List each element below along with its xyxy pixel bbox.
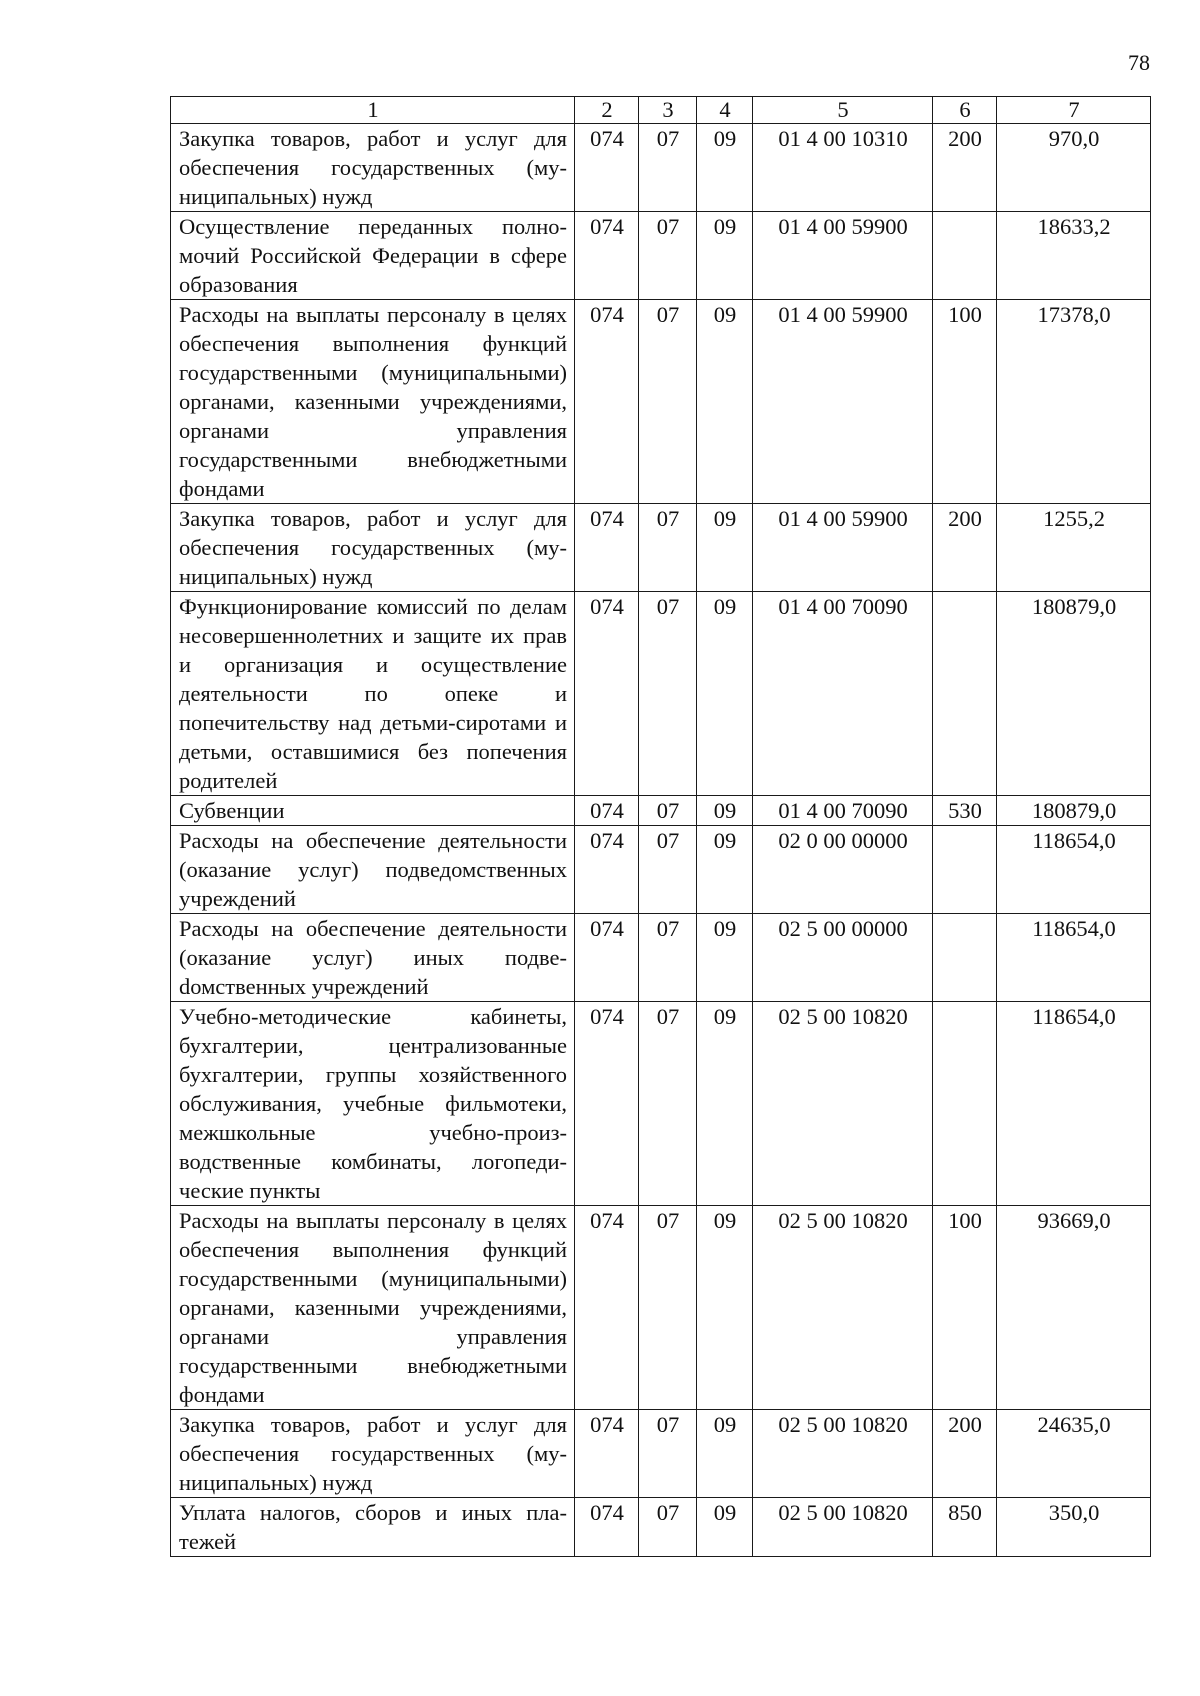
row-expense-type: 200: [933, 124, 997, 212]
row-amount: 970,0: [997, 124, 1151, 212]
table-row: [171, 1002, 1151, 1206]
row-subsection-code: 09: [697, 796, 753, 826]
column-header-7: 7: [997, 97, 1151, 124]
row-section-code: 07: [639, 300, 697, 504]
row-section-code: 07: [639, 1206, 697, 1410]
column-header-2: 2: [575, 97, 639, 124]
row-section-code: 07: [639, 592, 697, 796]
column-header-3: 3: [639, 97, 697, 124]
row-target-article: 01 4 00 10310: [753, 124, 933, 212]
row-ministry-code: 074: [575, 914, 639, 1002]
row-section-code: 07: [639, 796, 697, 826]
row-target-article: 02 5 00 10820: [753, 1002, 933, 1206]
row-name: Закупка товаров, работ и услуг для обеспечения государственных (муниципальных) нужд: [171, 504, 575, 592]
table-row: [171, 504, 1151, 592]
table-row: [171, 914, 1151, 1002]
row-target-article: 02 5 00 10820: [753, 1498, 933, 1557]
row-target-article: 02 0 00 00000: [753, 826, 933, 914]
budget-table: [170, 96, 1151, 1557]
row-expense-type: 530: [933, 796, 997, 826]
table-row: [171, 212, 1151, 300]
row-subsection-code: 09: [697, 1498, 753, 1557]
row-amount: 180879,0: [997, 796, 1151, 826]
row-amount: 1255,2: [997, 504, 1151, 592]
row-amount: 118654,0: [997, 1002, 1151, 1206]
row-ministry-code: 074: [575, 212, 639, 300]
row-name: Уплата налогов, сборов и иных платежей: [171, 1498, 575, 1557]
row-ministry-code: 074: [575, 796, 639, 826]
row-amount: 118654,0: [997, 914, 1151, 1002]
row-subsection-code: 09: [697, 1002, 753, 1206]
row-target-article: 01 4 00 70090: [753, 592, 933, 796]
row-ministry-code: 074: [575, 1206, 639, 1410]
table-row: [171, 124, 1151, 212]
table-row: [171, 300, 1151, 504]
row-expense-type: 850: [933, 1498, 997, 1557]
page-number: 78: [1128, 50, 1150, 75]
row-section-code: 07: [639, 826, 697, 914]
column-header-6: 6: [933, 97, 997, 124]
row-section-code: 07: [639, 124, 697, 212]
row-target-article: 01 4 00 59900: [753, 300, 933, 504]
column-header-1: 1: [171, 97, 575, 124]
row-subsection-code: 09: [697, 504, 753, 592]
row-amount: 118654,0: [997, 826, 1151, 914]
row-name: Функционирование комиссий по делам несовершеннолетних и защите их прав и организация и осуществление деятельности по опеке и попечительству над детьми-сиротами и детьми, оставшимися без попечения родителей: [171, 592, 575, 796]
row-name: Расходы на выплаты персоналу в целях обеспечения выполнения функций государственными (муниципальными) органами, казенными учреждениями, органами управления государственными внебюджетными фондами: [171, 300, 575, 504]
row-amount: 93669,0: [997, 1206, 1151, 1410]
row-expense-type: [933, 914, 997, 1002]
row-subsection-code: 09: [697, 300, 753, 504]
row-ministry-code: 074: [575, 300, 639, 504]
header-row: [171, 97, 1151, 124]
row-section-code: 07: [639, 504, 697, 592]
table-row: [171, 796, 1151, 826]
row-name: Осуществление переданных полномочий Российской Федерации в сфере образования: [171, 212, 575, 300]
row-section-code: 07: [639, 914, 697, 1002]
row-section-code: 07: [639, 212, 697, 300]
row-subsection-code: 09: [697, 914, 753, 1002]
row-target-article: 01 4 00 59900: [753, 504, 933, 592]
row-subsection-code: 09: [697, 124, 753, 212]
column-header-4: 4: [697, 97, 753, 124]
row-target-article: 02 5 00 10820: [753, 1206, 933, 1410]
table-row: [171, 1410, 1151, 1498]
row-name: Расходы на обеспечение деятельности (оказание услуг) иных подвеdомственных учреждений: [171, 914, 575, 1002]
row-amount: 350,0: [997, 1498, 1151, 1557]
row-target-article: 02 5 00 10820: [753, 1410, 933, 1498]
row-target-article: 02 5 00 00000: [753, 914, 933, 1002]
column-header-5: 5: [753, 97, 933, 124]
row-subsection-code: 09: [697, 1206, 753, 1410]
row-ministry-code: 074: [575, 1498, 639, 1557]
row-section-code: 07: [639, 1498, 697, 1557]
row-amount: 17378,0: [997, 300, 1151, 504]
row-ministry-code: 074: [575, 124, 639, 212]
table-row: [171, 592, 1151, 796]
row-expense-type: [933, 212, 997, 300]
row-subsection-code: 09: [697, 212, 753, 300]
row-expense-type: 100: [933, 1206, 997, 1410]
row-expense-type: 200: [933, 504, 997, 592]
row-subsection-code: 09: [697, 592, 753, 796]
row-name: Закупка товаров, работ и услуг для обеспечения государственных (муниципальных) нужд: [171, 124, 575, 212]
row-ministry-code: 074: [575, 592, 639, 796]
row-subsection-code: 09: [697, 826, 753, 914]
table-row: [171, 1206, 1151, 1410]
table-row: [171, 826, 1151, 914]
row-expense-type: [933, 826, 997, 914]
row-section-code: 07: [639, 1002, 697, 1206]
row-ministry-code: 074: [575, 1002, 639, 1206]
row-expense-type: 100: [933, 300, 997, 504]
row-section-code: 07: [639, 1410, 697, 1498]
table-row: [171, 1498, 1151, 1557]
row-name: Закупка товаров, работ и услуг для обеспечения государственных (муниципальных) нужд: [171, 1410, 575, 1498]
row-name: Учебно-методические кабинеты, бухгалтерии, централизованные бухгалтерии, группы хозяйственного обслуживания, учебные фильмотеки, межшкольные учебно-производственные комбинаты, логопедические пункты: [171, 1002, 575, 1206]
row-target-article: 01 4 00 70090: [753, 796, 933, 826]
row-expense-type: 200: [933, 1410, 997, 1498]
row-ministry-code: 074: [575, 504, 639, 592]
row-target-article: 01 4 00 59900: [753, 212, 933, 300]
row-amount: 18633,2: [997, 212, 1151, 300]
row-name: Расходы на выплаты персоналу в целях обеспечения выполнения функций государственными (муниципальными) органами, казенными учреждениями, органами управления государственными внебюджетными фондами: [171, 1206, 575, 1410]
row-expense-type: [933, 592, 997, 796]
row-ministry-code: 074: [575, 826, 639, 914]
row-amount: 180879,0: [997, 592, 1151, 796]
row-amount: 24635,0: [997, 1410, 1151, 1498]
row-expense-type: [933, 1002, 997, 1206]
row-ministry-code: 074: [575, 1410, 639, 1498]
row-subsection-code: 09: [697, 1410, 753, 1498]
row-name: Субвенции: [171, 796, 575, 826]
row-name: Расходы на обеспечение деятельности (оказание услуг) подведомственных учреждений: [171, 826, 575, 914]
